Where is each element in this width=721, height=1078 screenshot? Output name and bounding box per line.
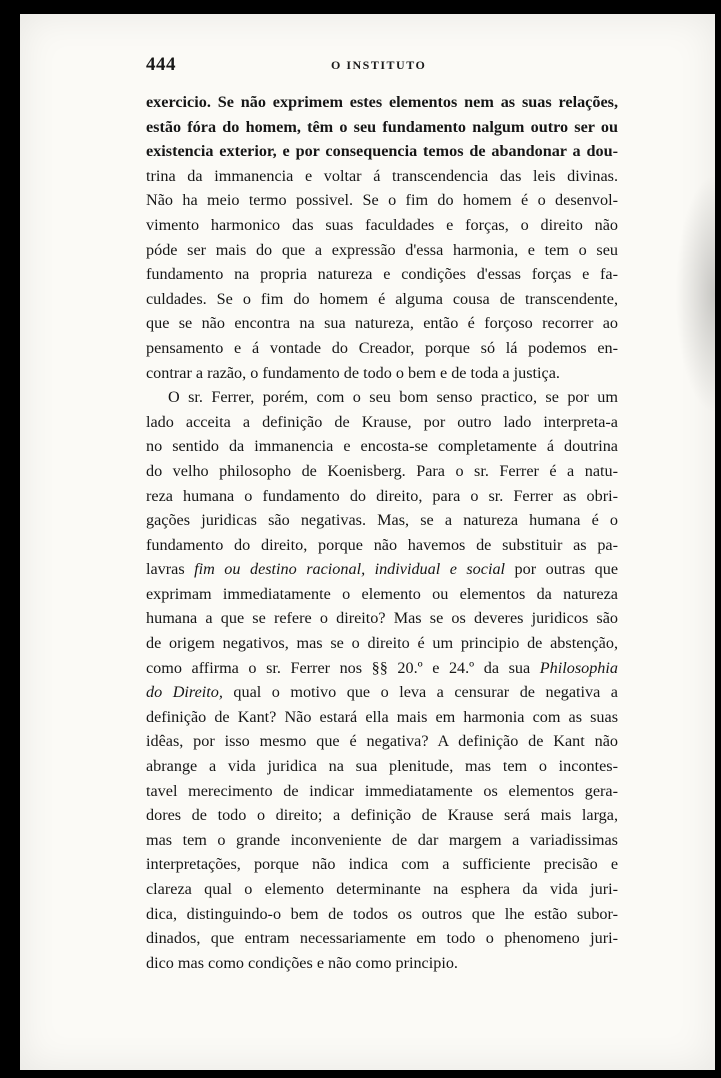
text-line: dica, distinguindo-o bem de todos os outros que lhe estão subor-	[146, 904, 618, 923]
text-line: reza humana o fundamento do direito, para o sr. Ferrer as obri-	[146, 486, 618, 505]
text-line: pensamento e á vontade do Creador, porque só lá podemos en-	[146, 338, 618, 357]
text-line: exprimam immediatamente o elemento ou elementos da natureza	[146, 584, 618, 603]
text-line: humana a que se refere o direito? Mas se os deveres juridicos são	[146, 609, 618, 628]
text-line: póde ser mais do que a expressão d'essa harmonia, e tem o seu	[146, 240, 618, 259]
text-line: clareza qual o elemento determinante na esphera da vida juri-	[146, 880, 618, 898]
text-line: estão fóra do homem, têm o seu fundamento nalgum outro ser ou	[146, 117, 618, 136]
text-line: dinados, que entram necessariamente em todo o phenomeno juri-	[146, 929, 618, 948]
text-line: culdades. Se o fim do homem é alguma cousa de transcendente,	[146, 289, 618, 308]
body-text	[146, 90, 618, 975]
text-line: dores de todo o direito; a definição de Krause será mais larga,	[146, 806, 618, 825]
page-number: 444	[146, 54, 176, 75]
text-line: no sentido da immanencia e encosta-se completamente á doutrina	[146, 437, 618, 456]
text-line: como affirma o sr. Ferrer nos §§ 20.º e 24.º da sua Philosophia	[146, 658, 618, 677]
italic-book-title: do Direito,	[146, 683, 223, 702]
text-line: lavras fim ou destino racional, individual e social por outras que	[146, 560, 619, 579]
text-line: que se não encontra na sua natureza, então é forçoso recorrer ao	[146, 314, 618, 333]
text-line: de origem negativos, mas se o direito é um principio de abstenção,	[146, 634, 618, 653]
text-line: idêas, por isso mesmo que é negativa? A definição de Kant não	[146, 732, 618, 751]
text-line: abrange a vida juridica na sua plenitude, mas tem o incontes-	[146, 757, 618, 776]
text-line: trina da immanencia e voltar á transcendencia das leis divinas.	[146, 166, 618, 185]
text-line: do Direito, qual o motivo que o leva a censurar de negativa a	[146, 683, 618, 702]
text-line: interpretações, porque não indica com a sufficiente precisão e	[146, 855, 618, 874]
text-line: Não ha meio termo possivel. Se o fim do homem é o desenvol-	[146, 191, 618, 210]
text-line: dico mas como condições e não como principio.	[146, 953, 458, 972]
text-line: gações juridicas são negativas. Mas, se a natureza humana é o	[146, 511, 618, 530]
running-head	[146, 54, 616, 76]
text-line: lado acceita a definição de Krause, por outro lado interpreta-a	[146, 412, 618, 431]
text-line: fundamento na propria natureza e condições d'essas forças e fa-	[146, 265, 618, 284]
text-line: do velho philosopho de Koenisberg. Para o sr. Ferrer é a natu-	[146, 461, 618, 480]
text-line: exercicio. Se não exprimem estes elementos nem as suas relações,	[146, 93, 618, 111]
text-line: vimento harmonico das suas faculdades e forças, o direito não	[146, 215, 618, 234]
text-line: contrar a razão, o fundamento de todo o bem e de toda a justiça.	[146, 363, 560, 382]
italic-book-title: Philosophia	[539, 658, 618, 677]
text-line: O sr. Ferrer, porém, com o seu bom senso practico, se por um	[168, 388, 618, 407]
text-line: definição de Kant? Não estará ella mais em harmonia com as suas	[146, 707, 618, 726]
text-line: tavel merecimento de indicar immediatamente os elementos gera-	[146, 781, 618, 800]
text-line: fundamento do direito, porque não havemos de substituir as pa-	[146, 535, 618, 554]
text-line: existencia exterior, e por consequencia temos de abandonar a dou-	[146, 142, 618, 161]
italic-phrase: fim ou destino racional, individual e social	[194, 560, 506, 579]
journal-title: O INSTITUTO	[331, 58, 427, 72]
text-line: mas tem o grande inconveniente de dar margem a variadissimas	[146, 830, 618, 849]
